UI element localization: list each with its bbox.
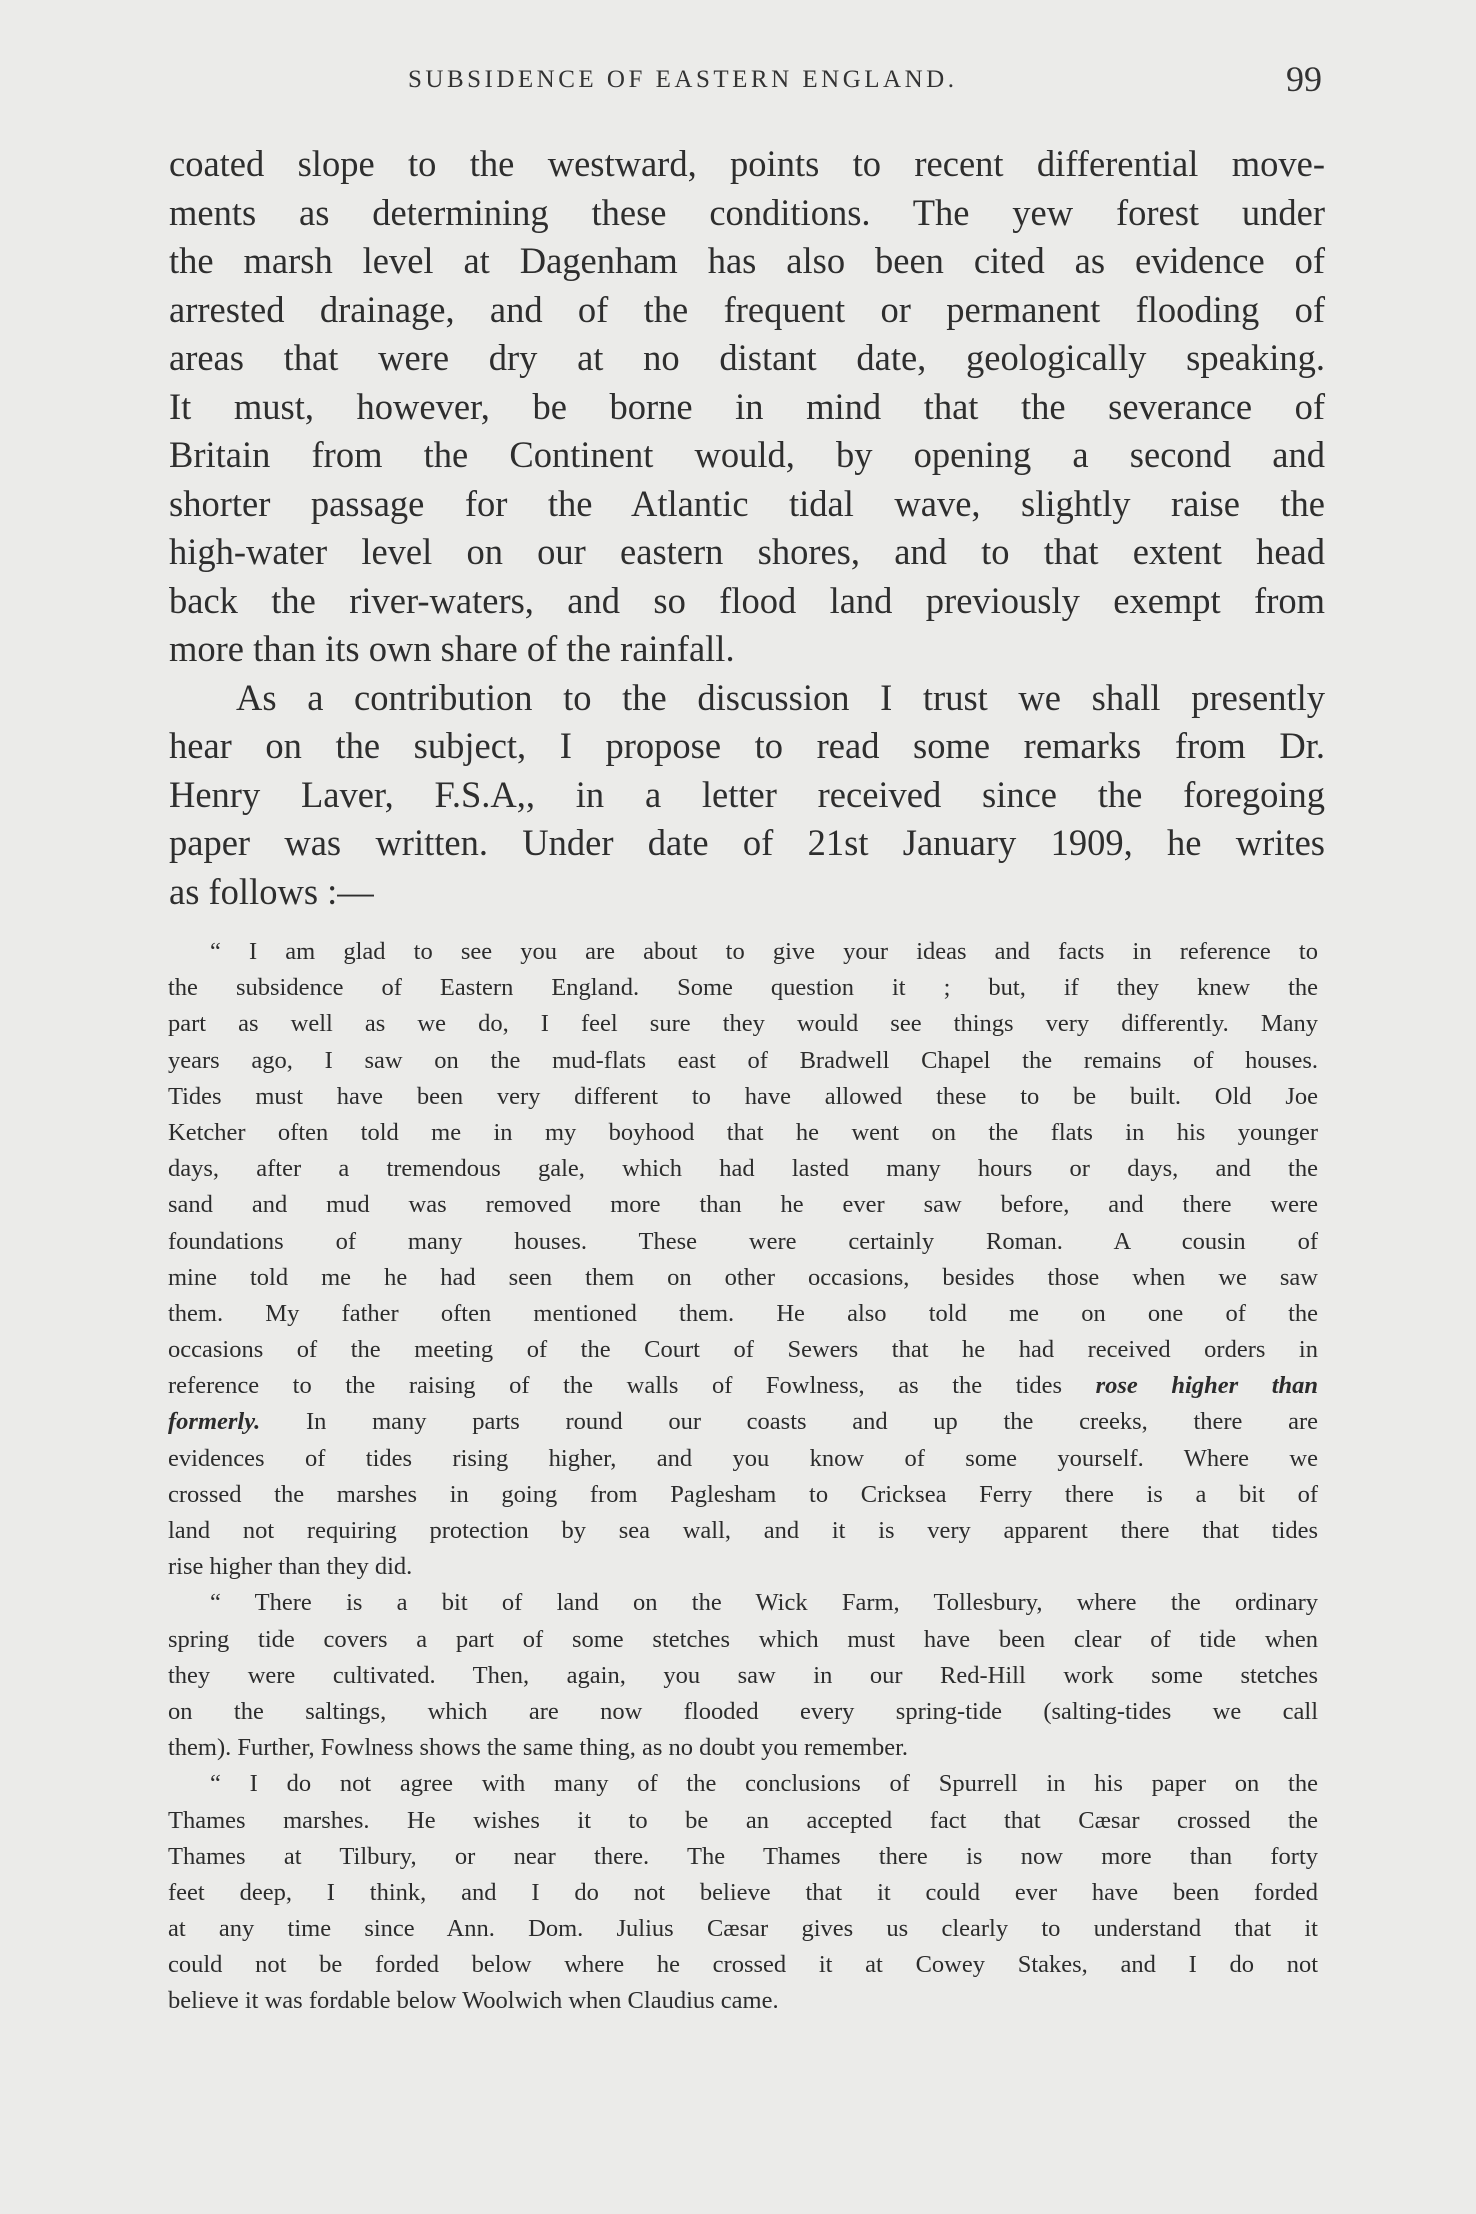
text-line: high-water level on our eastern shores, and to that extent head [169,531,1325,572]
quote-line: the subsidence of Eastern England. Some question it ; but, if they knew the [168,974,1318,1002]
text-line: more than its own share of the rainfall. [169,628,735,669]
text-line: shorter passage for the Atlantic tidal wave, slightly raise the [169,482,1325,524]
quote-line: crossed the marshes in going from Paglesham to Cricksea Ferry there is a bit of [168,1480,1318,1508]
quote-line [168,1368,1318,1404]
quote-line: Thames at Tilbury, or near there. The Thames there is now more than forty [168,1842,1318,1870]
quote-line: occasions of the meeting of the Court of Sewers that he had received orders in [168,1336,1318,1364]
quote-line: feet deep, I think, and I do not believe that it could ever have been forded [168,1878,1318,1906]
text-line: as follows :— [169,870,374,912]
quote-line: mine told me he had seen them on other occasions, besides those when we saw [168,1263,1318,1291]
quote-line: years ago, I saw on the mud-flats east of Bradwell Chapel the remains of houses. [168,1046,1318,1074]
quote-line: foundations of many houses. These were certainly Roman. A cousin of [168,1227,1318,1255]
page-number: 99 [1286,59,1322,99]
emphasis-text: formerly. [168,1408,261,1436]
text-line: coated slope to the westward, points to recent differential move- [169,143,1325,184]
quote-line: Thames marshes. He wishes it to be an accepted fact that Cæsar crossed the [168,1806,1318,1834]
quote-line: “ I do not agree with many of the conclusions of Spurrell in his paper on the [210,1770,1318,1798]
quote-line: “ There is a bit of land on the Wick Farm, Tollesbury, where the ordinary [210,1589,1318,1617]
text-line: Britain from the Continent would, by opening a second and [169,434,1325,475]
text-line: ments as determining these conditions. The yew forest under [169,191,1325,233]
quote-line: spring tide covers a part of some stetches which must have been clear of tide when [168,1625,1318,1653]
running-head: SUBSIDENCE OF EASTERN ENGLAND. [408,66,958,93]
text-line: the marsh level at Dagenham has also been cited as evidence of [169,240,1325,281]
quote-text: reference to the raising of the walls of Fowlness, as the tides [168,1372,1096,1400]
quote-line: believe it was fordable below Woolwich when Claudius came. [168,1987,779,2015]
page-header [168,58,1326,108]
text-line: Henry Laver, F.S.A,, in a letter received since the foregoing [169,773,1325,815]
quote-line: part as well as we do, I feel sure they would see things very differently. Many [168,1010,1318,1038]
text-line: paper was written. Under date of 21st January 1909, he writes [169,822,1325,863]
quote-text: In many parts round our coasts and up the creeks, there are [260,1408,1318,1436]
quote-line: evidences of tides rising higher, and you know of some yourself. Where we [168,1444,1318,1472]
quote-line: them). Further, Fowlness shows the same thing, as no doubt you remember. [168,1734,909,1762]
text-line: arrested drainage, and of the frequent or permanent flooding of [169,288,1325,330]
quote-line: them. My father often mentioned them. He also told me on one of the [168,1299,1318,1327]
quote-line: Tides must have been very different to have allowed these to be built. Old Joe [168,1082,1318,1110]
quote-line: at any time since Ann. Dom. Julius Cæsar gives us clearly to understand that it [168,1915,1318,1943]
quote-line: Ketcher often told me in my boyhood that he went on the flats in his younger [168,1118,1318,1146]
text-line: back the river-waters, and so flood land previously exempt from [169,579,1325,621]
quote-line: land not requiring protection by sea wall, and it is very apparent there that tides [168,1517,1318,1544]
emphasis-text: rose higher than [1095,1372,1319,1400]
letter-quotation [168,934,1318,2020]
quote-line: days, after a tremendous gale, which had lasted many hours or days, and the [168,1155,1318,1183]
quote-line: could not be forded below where he crossed it at Cowey Stakes, and I do not [168,1951,1318,1979]
text-line: As a contribution to the discussion I trust we shall presently [236,676,1325,718]
text-line: areas that were dry at no distant date, geologically speaking. [169,337,1325,378]
text-line: hear on the subject, I propose to read some remarks from Dr. [169,725,1325,766]
quote-line: sand and mud was removed more than he ever saw before, and there were [168,1191,1318,1219]
quote-line: on the saltings, which are now flooded every spring-tide (salting-tides we call [168,1697,1318,1725]
quote-line: “ I am glad to see you are about to give your ideas and facts in reference to [210,938,1318,965]
quote-line: they were cultivated. Then, again, you saw in our Red-Hill work some stetches [168,1661,1318,1689]
quote-line: rise higher than they did. [168,1553,413,1581]
quote-line [168,1404,1318,1440]
text-line: It must, however, be borne in mind that the severance of [169,385,1325,427]
main-text [169,140,1325,916]
